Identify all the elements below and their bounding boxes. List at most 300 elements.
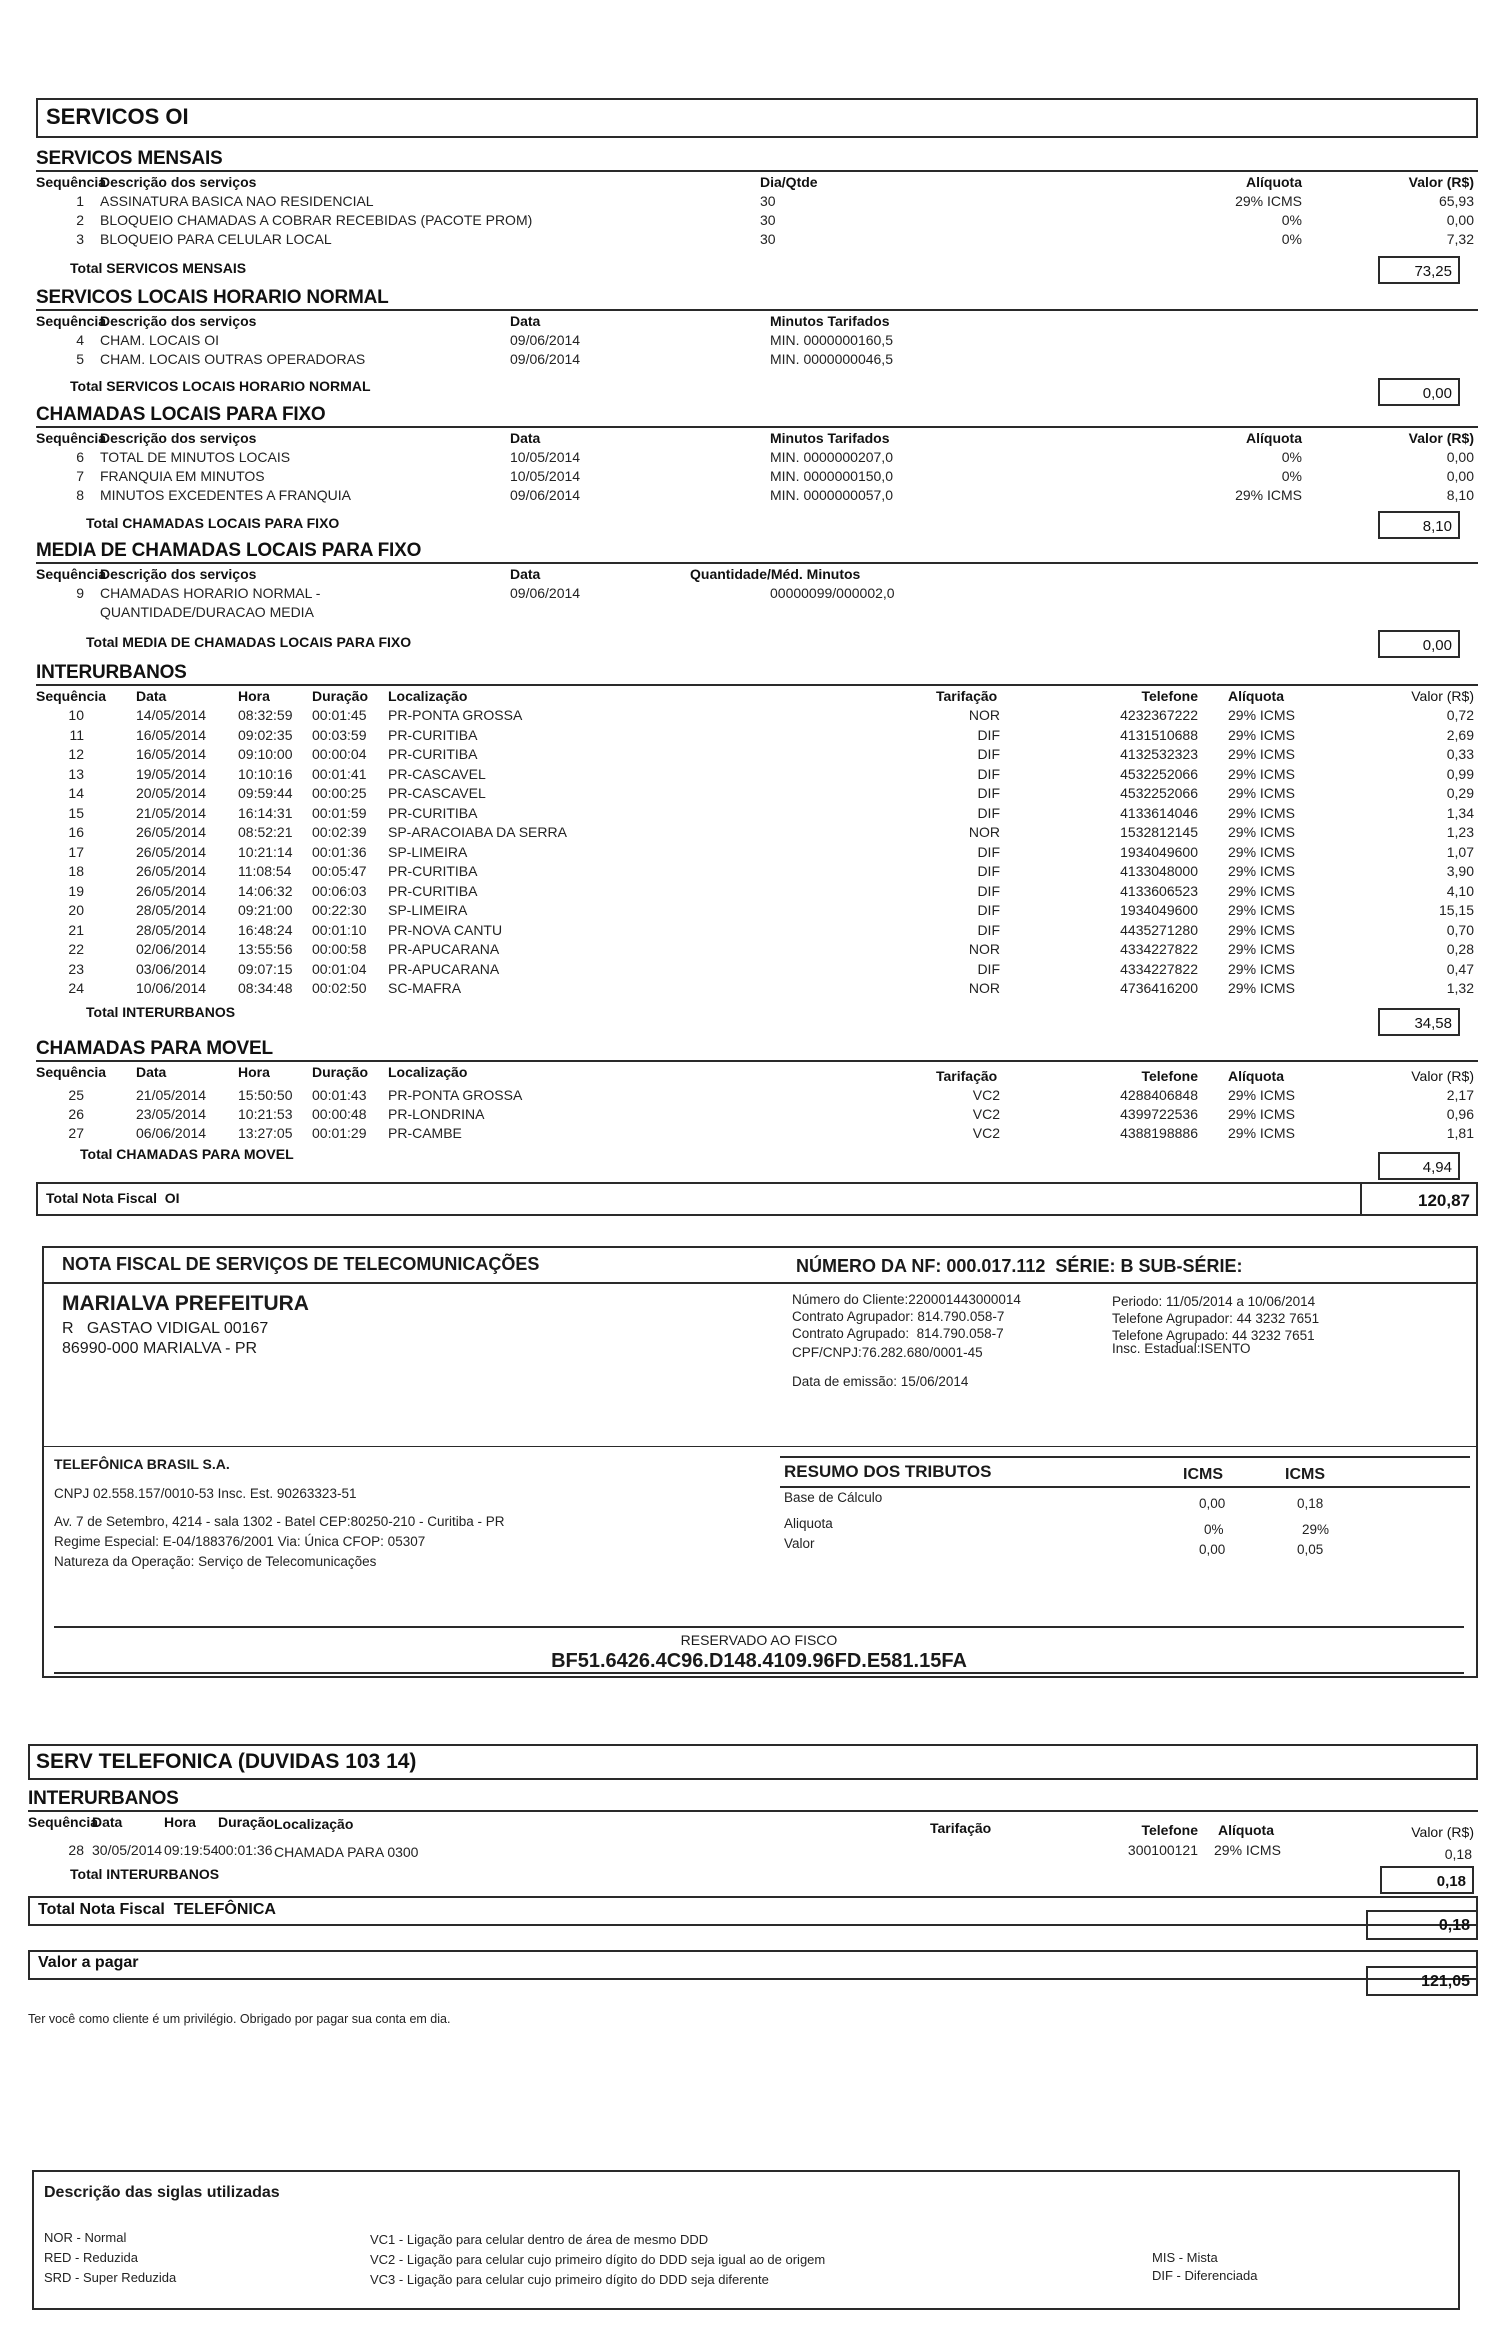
duracao: 00:01:29 [312, 1125, 367, 1141]
col-sequencia: Sequência [36, 174, 107, 190]
valor: 8,10 [1446, 487, 1474, 503]
data: 16/05/2014 [136, 726, 207, 743]
tarifacao: VC2 [972, 1106, 1000, 1122]
data: 10/05/2014 [510, 449, 581, 465]
duracao: 00:02:39 [312, 824, 367, 840]
table-row [0, 863, 1485, 882]
col-sequencia: Sequência [28, 1814, 99, 1830]
telefonica-title: SERV TELEFONICA (DUVIDAS 103 14) [36, 1750, 417, 1773]
cliente-nome: MARIALVA PREFEITURA [62, 1292, 309, 1315]
total-servicos-mensais-value: 73,25 [1378, 256, 1460, 284]
resumo-title: RESUMO DOS TRIBUTOS [784, 1462, 992, 1481]
tarifacao: DIF [977, 902, 1000, 918]
seq: 3 [76, 231, 84, 247]
aliquota: 29% ICMS [1228, 824, 1295, 840]
divider [36, 562, 1478, 564]
data: 26/05/2014 [136, 863, 207, 879]
seq: 12 [68, 746, 84, 762]
tarifacao: DIF [977, 765, 1000, 782]
minutos: MIN. 0000000057,0 [770, 487, 893, 503]
aliquota: 0% [1281, 212, 1302, 228]
tarifacao: DIF [977, 726, 1000, 743]
aliquota: 29% ICMS [1228, 882, 1295, 899]
localizacao: PR-CURITIBA [388, 726, 478, 743]
hora: 11:08:54 [238, 863, 292, 879]
table-row [0, 1842, 1485, 1861]
seq: 14 [68, 785, 84, 801]
hora: 15:50:50 [238, 1087, 293, 1103]
table-row [0, 980, 1485, 999]
aliquota: 29% ICMS [1228, 941, 1295, 957]
col-sequencia: Sequência [36, 688, 107, 704]
periodo: Periodo: 11/05/2014 a 10/06/2014 [1112, 1294, 1316, 1309]
valor: 0,99 [1446, 765, 1474, 782]
resumo-base-label: Base de Cálculo [784, 1490, 883, 1505]
chamadas-movel-title: CHAMADAS PARA MOVEL [36, 1038, 273, 1059]
qtde: 30 [760, 231, 776, 247]
col-valor: Valor (R$) [1408, 430, 1474, 446]
telefone: 4132532323 [1120, 746, 1198, 762]
total-interurbanos-label: Total INTERURBANOS [86, 1004, 236, 1020]
col-minutos: Minutos Tarifados [770, 430, 890, 446]
col-telefone: Telefone [1141, 1822, 1198, 1838]
data: 26/05/2014 [136, 843, 207, 860]
data: 26/05/2014 [136, 824, 207, 840]
valor: 1,34 [1446, 804, 1474, 821]
localizacao: SP-LIMEIRA [388, 843, 468, 860]
col-telefone: Telefone [1141, 688, 1198, 704]
localizacao: PR-APUCARANA [388, 941, 500, 957]
col-descricao: Descrição dos serviços [100, 174, 257, 190]
aliquota: 29% ICMS [1235, 193, 1302, 209]
data: 28/05/2014 [136, 902, 207, 918]
total-telefonica-interurbanos-value: 0,18 [1380, 1866, 1474, 1894]
col-minutos: Minutos Tarifados [770, 313, 890, 329]
divider [36, 684, 1478, 686]
servicos-oi-header-box [36, 98, 1478, 138]
col-valor: Valor (R$) [1411, 1068, 1474, 1084]
seq: 22 [68, 941, 84, 957]
telefone: 1934049600 [1120, 843, 1198, 860]
col-localizacao: Localização [388, 1064, 468, 1080]
valor: 0,18 [1444, 1846, 1472, 1862]
table-row [0, 824, 1485, 843]
total-media-chamadas-value: 0,00 [1378, 630, 1460, 658]
aliquota: 29% ICMS [1228, 707, 1295, 723]
data: 21/05/2014 [136, 1087, 207, 1103]
duracao: 00:02:50 [312, 980, 367, 996]
valor-pagar-label: Valor a pagar [38, 1954, 139, 1971]
servicos-oi-title: SERVICOS OI [46, 104, 189, 129]
tarifacao: DIF [977, 746, 1000, 762]
localizacao: SC-MAFRA [388, 980, 462, 996]
col-sequencia: Sequência [36, 430, 107, 446]
col-hora: Hora [238, 688, 270, 704]
aliquota: 29% ICMS [1228, 1087, 1295, 1103]
valor-pagar-box [28, 1950, 1478, 1980]
localizacao: PR-NOVA CANTU [388, 921, 503, 938]
aliquota: 29% ICMS [1214, 1842, 1281, 1858]
descricao: BLOQUEIO PARA CELULAR LOCAL [100, 231, 332, 247]
tarifacao: DIF [977, 785, 1000, 801]
table-row [0, 351, 1485, 370]
descricao-continuacao: QUANTIDADE/DURACAO MEDIA [100, 604, 314, 620]
total-servicos-mensais-label: Total SERVICOS MENSAIS [70, 260, 247, 276]
data: 10/05/2014 [510, 468, 581, 484]
contrato-agrupado: Contrato Agrupado: 814.790.058-7 [792, 1326, 1004, 1341]
duracao: 00:01:45 [312, 707, 367, 723]
telefone: 4334227822 [1120, 941, 1198, 957]
telefone: 4131510688 [1120, 726, 1198, 743]
table-row [0, 332, 1485, 351]
duracao: 00:00:48 [312, 1106, 367, 1122]
col-tarifacao: Tarifação [930, 1820, 992, 1836]
col-valor: Valor (R$) [1411, 1824, 1474, 1840]
empresa-endereco: Av. 7 de Setembro, 4214 - sala 1302 - Batel CEP:80250-210 - Curitiba - PR [54, 1514, 505, 1529]
valor: 0,00 [1446, 212, 1474, 228]
numero-cliente: Número do Cliente:220001443000014 [792, 1292, 1021, 1307]
divider [36, 309, 1478, 311]
hora: 08:32:59 [238, 707, 293, 723]
cliente-cidade: 86990-000 MARIALVA - PR [62, 1340, 258, 1357]
hora: 13:55:56 [238, 941, 293, 957]
col-tarifacao: Tarifação [936, 1068, 998, 1084]
table-row [0, 941, 1485, 960]
telefone: 1934049600 [1120, 902, 1198, 918]
aliquota: 29% ICMS [1228, 785, 1295, 801]
localizacao: PR-CURITIBA [388, 863, 478, 879]
valor: 0,28 [1446, 941, 1474, 957]
col-quantidade: Quantidade/Méd. Minutos [690, 566, 861, 582]
total-nf-oi-box [36, 1182, 1478, 1216]
table-row [0, 922, 1485, 941]
seq: 11 [69, 726, 84, 743]
localizacao: SP-ARACOIABA DA SERRA [388, 824, 567, 840]
resumo-base-v2: 0,18 [1297, 1496, 1324, 1511]
aliquota: 29% ICMS [1228, 1106, 1295, 1122]
media-chamadas-title: MEDIA DE CHAMADAS LOCAIS PARA FIXO [36, 540, 422, 561]
valor: 65,93 [1438, 193, 1474, 209]
seq: 19 [68, 882, 84, 899]
total-servicos-locais-value: 0,00 [1378, 378, 1460, 406]
valor: 1,81 [1446, 1125, 1474, 1141]
col-tarifacao: Tarifação [936, 688, 998, 704]
aliquota: 29% ICMS [1228, 1125, 1295, 1141]
insc-estadual: Insc. Estadual:ISENTO [1112, 1341, 1251, 1356]
hora: 10:21:14 [238, 843, 293, 860]
contrato-agrupador: Contrato Agrupador: 814.790.058-7 [792, 1309, 1005, 1324]
col-aliquota: Alíquota [1218, 1822, 1274, 1838]
col-data: Data [510, 566, 541, 582]
duracao: 00:05:47 [312, 863, 367, 879]
localizacao: PR-CURITIBA [388, 804, 478, 821]
hora: 08:34:48 [238, 980, 293, 996]
valor: 0,00 [1446, 449, 1474, 465]
duracao: 00:01:59 [312, 804, 367, 821]
tarifacao: DIF [977, 882, 1000, 899]
valor: 2,69 [1446, 726, 1474, 743]
aliquota: 29% ICMS [1228, 921, 1295, 938]
seq: 2 [76, 212, 84, 228]
table-row [0, 785, 1485, 804]
seq: 15 [68, 804, 84, 821]
duracao: 00:00:58 [312, 941, 367, 957]
data: 23/05/2014 [136, 1106, 207, 1122]
seq: 28 [68, 1842, 84, 1858]
col-aliquota: Alíquota [1246, 174, 1302, 190]
sigla-vc2: VC2 - Ligação para celular cujo primeiro dígito do DDD seja igual ao de origem [370, 2252, 826, 2267]
telefone: 4334227822 [1120, 960, 1198, 977]
data: 16/05/2014 [136, 746, 207, 762]
aliquota: 29% ICMS [1228, 980, 1295, 996]
seq: 9 [76, 585, 84, 601]
table-row [0, 707, 1485, 726]
seq: 16 [68, 824, 84, 840]
tarifacao: DIF [977, 843, 1000, 860]
table-row [0, 1106, 1485, 1125]
descricao: CHAMADAS HORARIO NORMAL - [100, 585, 321, 601]
seq: 20 [68, 902, 84, 918]
quantidade: 00000099/000002,0 [770, 585, 895, 601]
descricao: MINUTOS EXCEDENTES A FRANQUIA [100, 487, 352, 503]
table-row [0, 961, 1485, 980]
seq: 21 [68, 921, 84, 938]
table-row [0, 805, 1485, 824]
aliquota: 0% [1281, 449, 1302, 465]
data: 09/06/2014 [510, 332, 581, 348]
col-data: Data [136, 688, 167, 704]
data: 06/06/2014 [136, 1125, 207, 1141]
total-telefonica-interurbanos-label: Total INTERURBANOS [70, 1866, 220, 1882]
duracao: 00:01:04 [312, 960, 367, 977]
duracao: 00:01:41 [312, 765, 367, 782]
resumo-col-icms-1: ICMS [1183, 1466, 1223, 1483]
interurbanos-title: INTERURBANOS [36, 662, 187, 683]
tarifacao: NOR [968, 707, 1000, 723]
aliquota: 0% [1281, 231, 1302, 247]
col-sequencia: Sequência [36, 313, 107, 329]
total-chamadas-locais-fixo-value: 8,10 [1378, 511, 1460, 539]
table-row [0, 766, 1485, 785]
descricao: CHAM. LOCAIS OI [100, 332, 220, 348]
empresa-nome: TELEFÔNICA BRASIL S.A. [54, 1456, 230, 1472]
hora: 13:27:05 [238, 1125, 293, 1141]
resumo-aliquota-label: Aliquota [784, 1516, 833, 1531]
data: 09/06/2014 [510, 487, 581, 503]
table-row [0, 487, 1485, 506]
seq: 6 [76, 449, 84, 465]
qtde: 30 [760, 212, 776, 228]
divider [780, 1456, 1470, 1458]
resumo-valor-label: Valor [784, 1536, 815, 1551]
telefone: 4133614046 [1120, 804, 1198, 821]
localizacao: PR-CURITIBA [388, 746, 478, 762]
data: 30/05/2014 [92, 1842, 163, 1858]
aliquota: 0% [1281, 468, 1302, 484]
total-interurbanos-value: 34,58 [1378, 1008, 1460, 1036]
valor: 0,33 [1446, 746, 1474, 762]
resumo-aliquota-v2: 29% [1302, 1522, 1330, 1537]
valor: 0,47 [1446, 960, 1474, 977]
hora: 09:21:00 [238, 902, 293, 918]
aliquota: 29% ICMS [1228, 765, 1295, 782]
tarifacao: VC2 [972, 1125, 1000, 1141]
resumo-col-icms-2: ICMS [1285, 1466, 1325, 1483]
col-data: Data [136, 1064, 167, 1080]
divider [28, 1810, 1478, 1812]
seq: 26 [68, 1106, 84, 1122]
valor: 0,72 [1446, 707, 1474, 723]
telefone: 4133048000 [1120, 863, 1198, 879]
tarifacao: DIF [977, 804, 1000, 821]
seq: 25 [68, 1087, 84, 1103]
aliquota: 29% ICMS [1228, 726, 1295, 743]
sigla-dif: DIF - Diferenciada [1152, 2268, 1258, 2283]
telefone: 4399722536 [1120, 1106, 1198, 1122]
aliquota: 29% ICMS [1228, 902, 1295, 918]
table-row [0, 727, 1485, 746]
col-aliquota: Alíquota [1246, 430, 1302, 446]
valor: 7,32 [1446, 231, 1474, 247]
localizacao: PR-CASCAVEL [388, 785, 486, 801]
table-row [0, 468, 1485, 487]
minutos: MIN. 0000000160,5 [770, 332, 893, 348]
valor: 0,70 [1446, 921, 1474, 938]
tarifacao: NOR [968, 941, 1000, 957]
valor: 0,96 [1446, 1106, 1474, 1122]
telefone: 4435271280 [1120, 921, 1198, 938]
resumo-valor-v1: 0,00 [1199, 1542, 1226, 1557]
data: 03/06/2014 [136, 960, 207, 977]
divider [36, 170, 1478, 172]
total-nf-oi-value: 120,87 [1360, 1182, 1478, 1216]
seq: 23 [68, 960, 84, 977]
total-nf-telefonica-label: Total Nota Fiscal TELEFÔNICA [38, 1901, 276, 1918]
sigla-srd: SRD - Super Reduzida [44, 2270, 177, 2285]
seq: 4 [76, 332, 84, 348]
valor: 2,17 [1446, 1087, 1474, 1103]
hora: 09:59:44 [238, 785, 293, 801]
minutos: MIN. 0000000046,5 [770, 351, 893, 367]
tarifacao: DIF [977, 960, 1000, 977]
descricao: FRANQUIA EM MINUTOS [100, 468, 265, 484]
empresa-cnpj: CNPJ 02.558.157/0010-53 Insc. Est. 90263323-51 [54, 1486, 357, 1501]
total-servicos-locais-label: Total SERVICOS LOCAIS HORARIO NORMAL [70, 378, 371, 394]
data: 02/06/2014 [136, 941, 207, 957]
hora: 09:07:15 [238, 960, 293, 977]
descricao: TOTAL DE MINUTOS LOCAIS [100, 449, 291, 465]
col-hora: Hora [238, 1064, 270, 1080]
valor-pagar-value: 121,05 [1366, 1966, 1478, 1996]
col-aliquota: Alíquota [1228, 1068, 1284, 1084]
servicos-locais-title: SERVICOS LOCAIS HORARIO NORMAL [36, 287, 389, 308]
servicos-mensais-title: SERVICOS MENSAIS [36, 148, 223, 169]
duracao: 00:03:59 [312, 726, 367, 743]
seq: 27 [68, 1125, 84, 1141]
hora: 10:21:53 [238, 1106, 293, 1122]
seq: 18 [68, 863, 84, 879]
localizacao: PR-APUCARANA [388, 960, 500, 977]
divider [42, 1446, 1478, 1447]
localizacao: PR-PONTA GROSSA [388, 1087, 523, 1103]
duracao: 00:01:10 [312, 921, 367, 938]
table-row [0, 193, 1485, 212]
data: 26/05/2014 [136, 882, 207, 899]
seq: 5 [76, 351, 84, 367]
descricao: BLOQUEIO CHAMADAS A COBRAR RECEBIDAS (PACOTE PROM) [100, 212, 533, 228]
tarifacao: NOR [968, 980, 1000, 996]
siglas-title: Descrição das siglas utilizadas [44, 2184, 280, 2201]
valor: 1,07 [1446, 843, 1474, 860]
valor: 0,00 [1446, 468, 1474, 484]
resumo-aliquota-v1: 0% [1204, 1522, 1224, 1537]
valor: 4,10 [1446, 882, 1474, 899]
telefone-agrupado: Telefone Agrupado: 44 3232 7651 [1112, 1328, 1315, 1343]
fisco-code: BF51.6426.4C96.D148.4109.96FD.E581.15FA [551, 1650, 967, 1672]
valor: 15,15 [1438, 902, 1474, 918]
valor: 1,32 [1446, 980, 1474, 996]
col-descricao: Descrição dos serviços [100, 313, 257, 329]
col-hora: Hora [164, 1814, 196, 1830]
telefone: 4532252066 [1120, 765, 1198, 782]
table-row [0, 449, 1485, 468]
table-row [0, 1125, 1485, 1144]
aliquota: 29% ICMS [1228, 843, 1295, 860]
sigla-nor: NOR - Normal [44, 2230, 127, 2245]
table-row [0, 902, 1485, 921]
localizacao: PR-CURITIBA [388, 882, 478, 899]
hora: 10:10:16 [238, 765, 293, 782]
duracao: 00:01:36 [218, 1842, 273, 1858]
table-row [0, 746, 1485, 765]
col-sequencia: Sequência [36, 566, 107, 582]
sigla-vc1: VC1 - Ligação para celular dentro de área de mesmo DDD [370, 2232, 709, 2247]
localizacao: PR-CASCAVEL [388, 765, 486, 782]
table-row [0, 1087, 1485, 1106]
data: 21/05/2014 [136, 804, 207, 821]
data: 09/06/2014 [510, 585, 581, 601]
duracao: 00:22:30 [312, 902, 367, 918]
telefone: 4532252066 [1120, 785, 1198, 801]
descricao: CHAM. LOCAIS OUTRAS OPERADORAS [100, 351, 366, 367]
cpf-cnpj: CPF/CNPJ:76.282.680/0001-45 [792, 1345, 983, 1360]
tarifacao: DIF [977, 863, 1000, 879]
hora: 16:14:31 [238, 804, 293, 821]
nf-title: NOTA FISCAL DE SERVIÇOS DE TELECOMUNICAÇÕES [62, 1254, 540, 1274]
hora: 16:48:24 [238, 921, 293, 938]
col-aliquota: Alíquota [1228, 688, 1284, 704]
localizacao: CHAMADA PARA 0300 [274, 1844, 419, 1860]
col-duracao: Duração [218, 1814, 275, 1830]
seq: 7 [76, 468, 84, 484]
total-chamadas-locais-fixo-label: Total CHAMADAS LOCAIS PARA FIXO [86, 515, 340, 531]
col-valor: Valor (R$) [1408, 174, 1474, 190]
aliquota: 29% ICMS [1228, 804, 1295, 821]
sigla-vc3: VC3 - Ligação para celular cujo primeiro dígito do DDD seja diferente [370, 2272, 769, 2287]
descricao: ASSINATURA BASICA NAO RESIDENCIAL [100, 193, 374, 209]
localizacao: SP-LIMEIRA [388, 902, 468, 918]
data: 20/05/2014 [136, 785, 207, 801]
col-sequencia: Sequência [36, 1064, 107, 1080]
col-localizacao: Localização [388, 688, 468, 704]
seq: 8 [76, 487, 84, 503]
tarifacao: NOR [968, 824, 1000, 840]
hora: 14:06:32 [238, 882, 293, 899]
qtde: 30 [760, 193, 776, 209]
total-media-chamadas-label: Total MEDIA DE CHAMADAS LOCAIS PARA FIXO [86, 634, 412, 650]
telefone-agrupador: Telefone Agrupador: 44 3232 7651 [1112, 1311, 1320, 1326]
total-chamadas-movel-label: Total CHAMADAS PARA MOVEL [80, 1146, 294, 1162]
